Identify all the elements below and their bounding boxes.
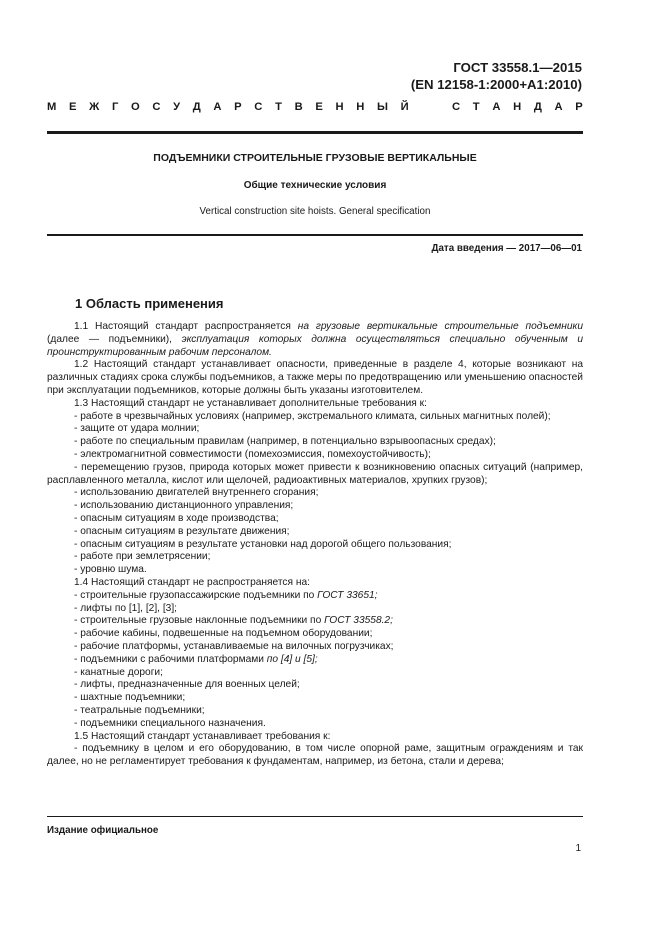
text-run: 1.1 Настоящий стандарт распространяется bbox=[74, 321, 298, 332]
banner-letter: Н bbox=[335, 101, 344, 113]
banner-letter: Ж bbox=[89, 101, 100, 113]
banner-letter: Р bbox=[234, 101, 242, 113]
list-item: - электромагнитной совместимости (помехоэмиссия, помехоустойчивость); bbox=[74, 448, 431, 460]
text-run: - подъемники с рабочими платформами bbox=[74, 653, 267, 665]
banner-letter: Н bbox=[356, 101, 365, 113]
list-item: - защите от удара молнии; bbox=[74, 423, 200, 435]
banner-letter: Т bbox=[472, 101, 480, 113]
list-item: - подъемнику в целом и его оборудованию, в том числе опорной раме, защитным ограждениям и так далее, но не регламентирует требования к фундаментам, например, из бетона, стали и дерева; bbox=[47, 743, 583, 768]
list-item bbox=[47, 615, 583, 628]
banner-letter: О bbox=[130, 101, 140, 113]
banner-gap bbox=[421, 101, 439, 113]
list-item: - шахтные подъемники; bbox=[74, 692, 186, 704]
document-title: ПОДЪЕМНИКИ СТРОИТЕЛЬНЫЕ ГРУЗОВЫЕ ВЕРТИКАЛЬНЫЕ bbox=[153, 152, 477, 164]
standard-reference: по [4] и [5]; bbox=[266, 653, 318, 665]
list-item bbox=[47, 590, 583, 603]
section-heading: 1 Область применения bbox=[75, 296, 224, 311]
document-subtitle: Общие технические условия bbox=[243, 180, 387, 191]
standard-reference: ГОСТ 33651; bbox=[317, 589, 378, 601]
paragraph-1-4: 1.4 Настоящий стандарт не распространяется на: bbox=[74, 576, 310, 588]
text-run: - строительные грузовые наклонные подъемники по bbox=[74, 615, 325, 627]
paragraph-1-1 bbox=[47, 321, 583, 359]
list-item: - лифты по [1], [2], [3]; bbox=[74, 602, 177, 614]
banner-letter: А bbox=[213, 101, 222, 113]
list-item: - рабочие платформы, устанавливаемые на вилочных погрузчиках; bbox=[74, 640, 394, 652]
english-title: Vertical construction site hoists. General specification bbox=[199, 206, 431, 217]
text-run: - строительные грузопассажирские подъемники по bbox=[74, 589, 318, 601]
list-item: - театральные подъемники; bbox=[74, 704, 205, 716]
edition-label: Издание официальное bbox=[47, 825, 159, 836]
list-item: - использованию дистанционного управления; bbox=[74, 500, 294, 512]
list-item: - опасным ситуациям в результате движения; bbox=[74, 525, 290, 537]
banner-letter: Р bbox=[575, 101, 583, 113]
header-rule bbox=[47, 131, 583, 134]
list-item: - работе в чрезвычайных условиях (например, экстремального климата, сильных магнитных полей); bbox=[74, 410, 551, 422]
banner-letter: Е bbox=[315, 101, 323, 113]
paragraph-1-5: 1.5 Настоящий стандарт устанавливает требования к: bbox=[74, 730, 331, 742]
page-number: 1 bbox=[575, 843, 581, 854]
list-item: - использованию двигателей внутреннего сгорания; bbox=[74, 487, 319, 499]
banner-letter: С bbox=[152, 101, 161, 113]
title-rule bbox=[47, 234, 583, 236]
en-reference: (EN 12158-1:2000+A1:2010) bbox=[410, 77, 582, 92]
banner-letter: М bbox=[47, 101, 57, 113]
banner-letter: Г bbox=[111, 101, 119, 113]
section-body bbox=[47, 321, 583, 769]
list-item: - рабочие кабины, подвешенные на подъемном оборудовании; bbox=[74, 628, 373, 640]
banner-letter: С bbox=[254, 101, 263, 113]
list-item: - работе по специальным правилам (например, в потенциально взрывоопасных средах); bbox=[74, 436, 496, 448]
text-run-italic: на грузовые вертикальные строительные подъемники bbox=[297, 321, 583, 332]
list-item: - канатные дороги; bbox=[74, 666, 163, 678]
paragraph-1-3: 1.3 Настоящий стандарт не устанавливает дополнительные требования к: bbox=[74, 397, 427, 409]
banner-letter: Д bbox=[533, 101, 542, 113]
banner-letter: Й bbox=[400, 101, 409, 113]
banner-letter: С bbox=[452, 101, 461, 113]
standard-number: ГОСТ 33558.1—2015 bbox=[453, 60, 582, 75]
banner-letter: А bbox=[492, 101, 501, 113]
list-item: - подъемники специального назначения. bbox=[74, 717, 266, 729]
banner-letter: Д bbox=[192, 101, 201, 113]
effective-date: Дата введения — 2017—06—01 bbox=[431, 243, 582, 254]
banner-letter: Т bbox=[275, 101, 282, 113]
text-run: (далее — подъемники), bbox=[47, 333, 182, 345]
text-run-italic: эксплуатация которых должна осуществляться специально обученным и проинструктированным рабочим персоналом. bbox=[47, 333, 583, 358]
footer-rule bbox=[47, 816, 583, 817]
list-item: - опасным ситуациям в результате установки над дорогой общего пользования; bbox=[74, 538, 452, 550]
list-item: - работе при землетрясении; bbox=[74, 551, 211, 563]
standard-reference: ГОСТ 33558.2; bbox=[324, 615, 393, 627]
list-item bbox=[47, 654, 583, 667]
list-item: - лифты, предназначенные для военных целей; bbox=[74, 679, 300, 691]
banner-letter: У bbox=[173, 101, 181, 113]
banner-letter: А bbox=[554, 101, 563, 113]
list-item: - опасным ситуациям в ходе производства; bbox=[74, 512, 279, 524]
banner-letter: Е bbox=[69, 101, 77, 113]
banner-letter: Н bbox=[513, 101, 522, 113]
banner-letter: Ы bbox=[377, 101, 388, 113]
banner-letter: В bbox=[294, 101, 303, 113]
paragraph-1-2: 1.2 Настоящий стандарт устанавливает опасности, приведенные в разделе 4, которые возникают на различных стадиях срока службы подъемников, а также меры по предотвращению или уменьшению опасностей при эксплуатации подъемников, которые должны быть указаны изготовителем. bbox=[47, 359, 583, 396]
list-item: - перемещению грузов, природа которых может привести к возникновению опасных ситуаций (например, расплавленного металла, кислот или щелочей, радиоактивных материалов, хрупких грузов); bbox=[47, 461, 583, 486]
list-item: - уровню шума. bbox=[74, 564, 147, 576]
interstate-standard-banner bbox=[47, 101, 583, 113]
